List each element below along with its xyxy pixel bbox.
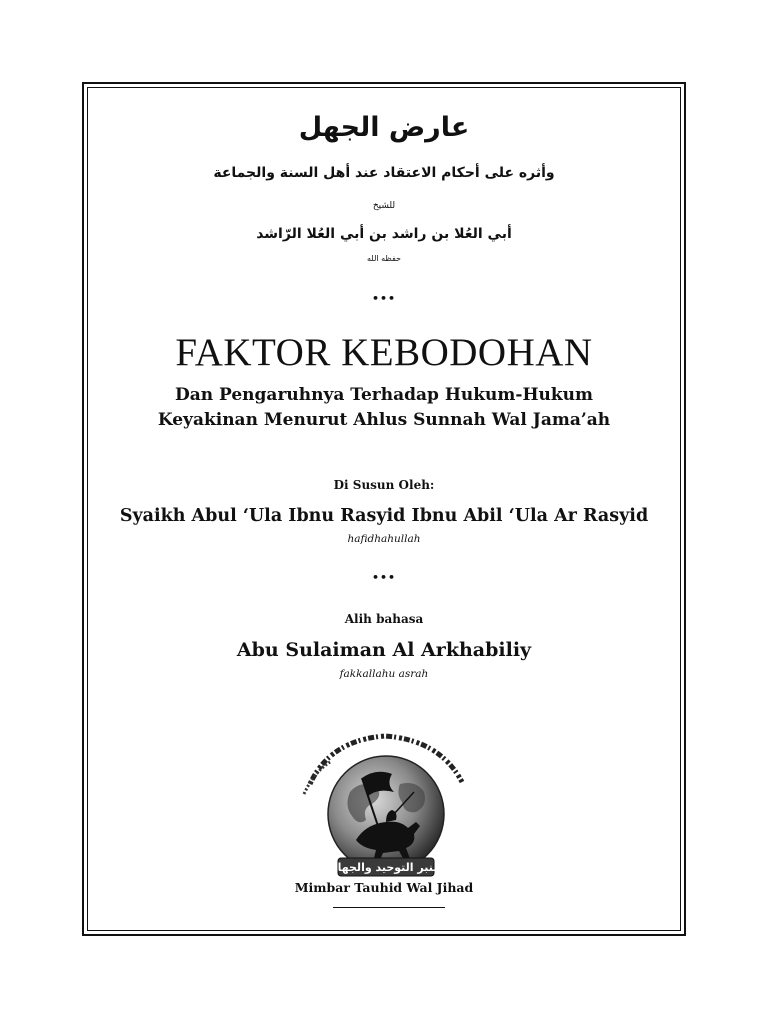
arabic-author: أبي العُلا بن راشد بن أبي العُلا الرّاشد [256, 226, 512, 242]
globe-horseman-flag-logo [290, 722, 480, 882]
arabic-title: عارض الجهل [298, 112, 470, 143]
translator-name: Abu Sulaiman Al Arkhabiliy [236, 639, 532, 661]
translated-by-label: Alih bahasa [344, 612, 424, 626]
publisher-name: Mimbar Tauhid Wal Jihad [294, 880, 474, 895]
svg-text:منبر التوحيد والجهاد: منبر التوحيد والجهاد [331, 861, 441, 874]
publisher-underline [333, 907, 445, 908]
arabic-subtitle: وأثره على أحكام الاعتقاد عند أهل السنة والجماعة [213, 165, 555, 181]
book-title: FAKTOR KEBODOHAN [175, 331, 593, 374]
author-name: Syaikh Abul ‘Ula Ibnu Rasyid Ibnu Abil ‘Ula Ar Rasyid [119, 506, 649, 526]
separator-dots: ••• [371, 292, 397, 305]
separator-dots: ••• [371, 571, 397, 584]
compiled-by-label: Di Susun Oleh: [333, 478, 435, 492]
arabic-lil-shaikh: للشيخ [372, 201, 396, 211]
translator-honorific: fakkallahu asrah [339, 668, 429, 680]
book-subtitle-line1: Dan Pengaruhnya Terhadap Hukum-Hukum [175, 385, 593, 405]
author-honorific: hafidhahullah [347, 533, 421, 545]
arabic-hafidhahullah: حفظه الله [367, 254, 401, 263]
book-subtitle-line2: Keyakinan Menurut Ahlus Sunnah Wal Jama’ah [157, 410, 611, 430]
